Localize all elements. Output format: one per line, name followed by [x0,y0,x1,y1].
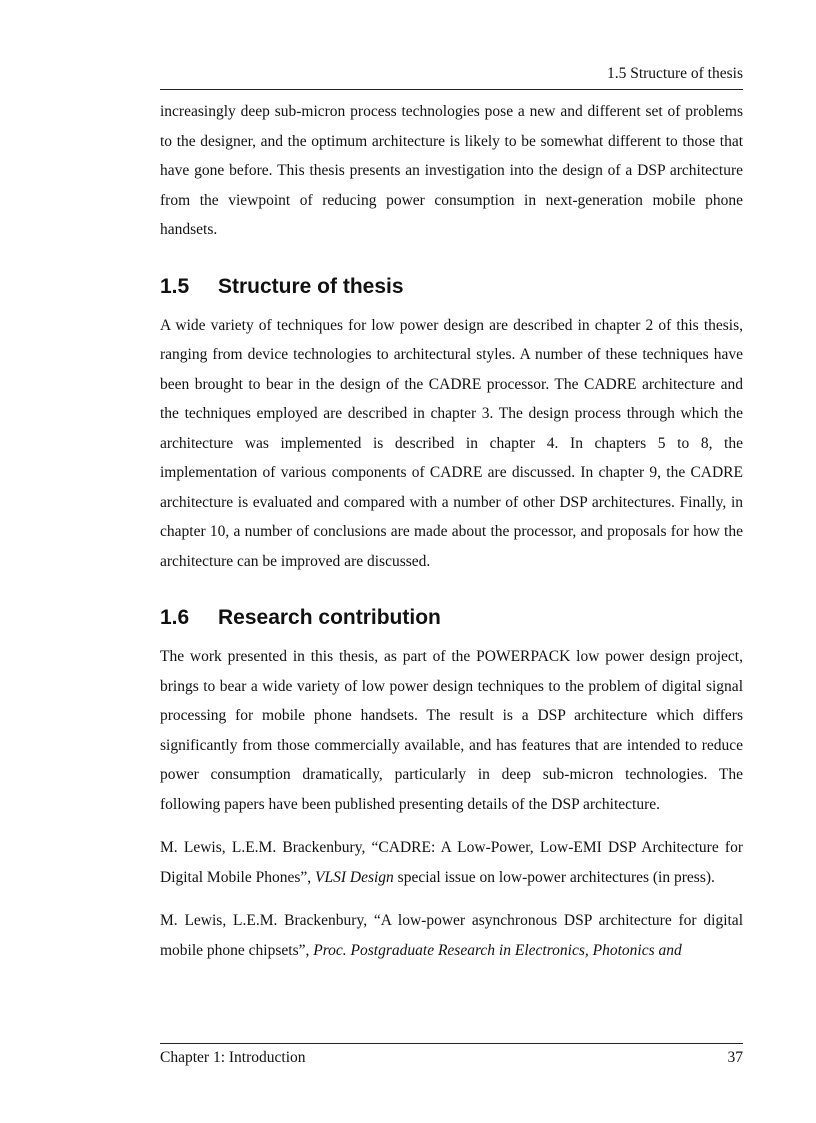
structure-paragraph: A wide variety of techniques for low power design are described in chapter 2 of this thesis, ranging from device technologies to architectural styles. A number of these techniques have been brought to bear in the design of the CADRE processor. The CADRE architecture and the techniques employed are described in chapter 3. The design process through which the architecture was implemented is described in chapter 4. In chapters 5 to 8, the implementation of various components of CADRE are discussed. In chapter 9, the CADRE architecture is evaluated and compared with a number of other DSP architectures. Finally, in chapter 10, a number of conclusions are made about the processor, and proposals for how the architecture can be improved are discussed. [160,316,743,570]
section-heading-1-5 [160,274,743,300]
reference-details: special issue on low-power architectures (in press). [397,868,715,886]
reference-venue: VLSI Design [315,868,394,886]
contribution-paragraph: The work presented in this thesis, as part of the POWERPACK low power design project, brings to bear a wide variety of low power design techniques to the problem of digital signal processing for mobile phone handsets. The result is a DSP architecture which differs significantly from those commercially available, and has features that are intended to reduce power consumption dramatically, particularly in deep sub-micron technologies. The following papers have been published presenting details of the DSP architecture. [160,648,743,813]
reference-authors-title: M. Lewis, L.E.M. Brackenbury, “A low-power asynchronous DSP architecture for digital mobile phone chipsets”, [160,912,743,959]
footer-rule [160,1043,743,1044]
section-title: Structure of thesis [218,274,404,298]
page-number: 37 [727,1049,743,1066]
reference-2 [160,906,743,965]
running-head: 1.5 Structure of thesis [606,65,743,82]
reference-1 [160,833,743,892]
section-heading-1-6 [160,605,743,631]
footer-chapter: Chapter 1: Introduction [160,1049,306,1066]
page-body [160,97,743,965]
section-title: Research contribution [218,606,441,629]
section-number: 1.6 [160,606,190,629]
reference-authors-title: M. Lewis, L.E.M. Brackenbury, “CADRE: A Low-Power, Low-EMI DSP Architecture for Digital Mobile Phones”, [160,839,743,886]
header-rule [160,89,743,90]
section-number: 1.5 [160,274,190,298]
reference-venue: Proc. Postgraduate Research in Electronics, Photonics and [313,941,682,959]
intro-paragraph: increasingly deep sub-micron process technologies pose a new and different set of problems to the designer, and the optimum architecture is likely to be somewhat different to those that have gone before. This thesis presents an investigation into the design of a DSP architecture from the viewpoint of reducing power consumption in next-generation mobile phone handsets. [160,103,743,238]
